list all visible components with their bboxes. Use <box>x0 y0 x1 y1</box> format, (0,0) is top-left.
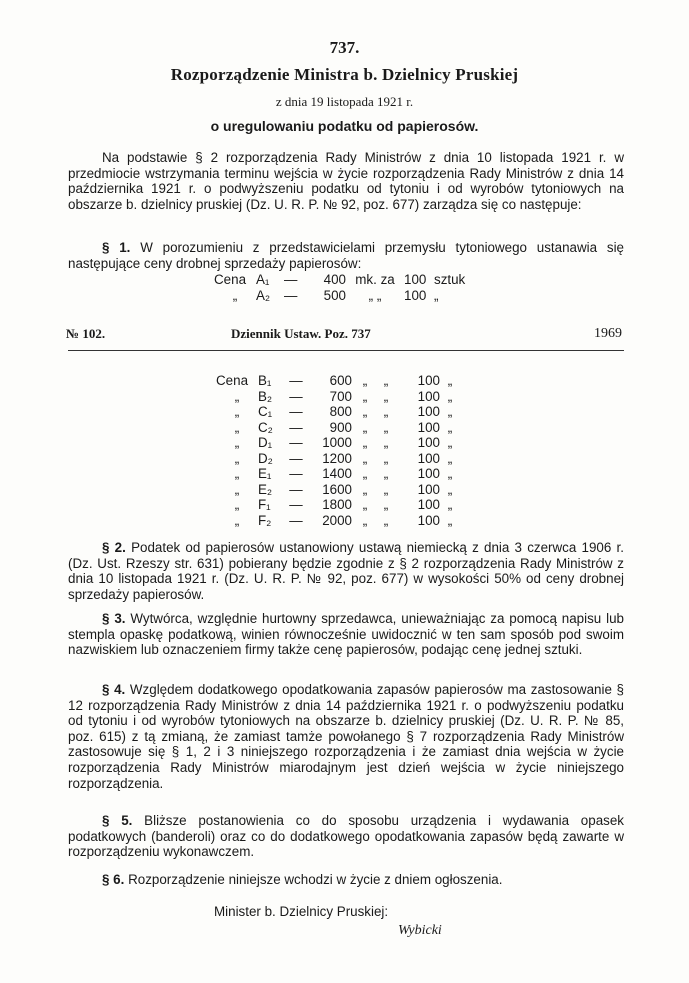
act-date: z dnia 19 listopada 1921 r. <box>275 94 414 109</box>
price-list-first <box>214 272 474 303</box>
journal-reference: Dziennik Ustaw. Poz. 737 <box>231 326 371 341</box>
section-6-text: Rozporządzenie niniejsze wchodzi w życie z dniem ogłoszenia. <box>128 872 503 887</box>
section-5 <box>68 813 624 860</box>
price-row: „ D₂ — 1200 „ „ 100 „ <box>234 450 453 466</box>
price-row: „ E₂ — 1600 „ „ 100 „ <box>234 481 453 497</box>
page-number: 1969 <box>594 326 622 341</box>
price-row: „ F₁ — 1800 „ „ 100 „ <box>234 497 453 512</box>
section-1-text: W porozumieniu z przedstawicielami przemysłu tytoniowego ustanawia się następujące ceny drobnej sprzedaży papierosów: <box>68 240 624 271</box>
price-row: „ C₂ — 900 „ „ 100 „ <box>234 419 453 435</box>
act-title: Rozporządzenie Ministra b. Dzielnicy Pruskiej <box>170 65 519 84</box>
section-6 <box>68 872 624 888</box>
price-row: „ C₁ — 800 „ „ 100 „ <box>234 404 453 419</box>
section-1-label: § 1. <box>102 240 131 255</box>
price-row: „ F₂ — 2000 „ „ 100 „ <box>234 512 453 528</box>
section-3-label: § 3. <box>102 611 126 626</box>
section-4-text: Względem dodatkowego opodatkowania zapasów papierosów ma zastosowanie § 12 rozporządzenia Rady Ministrów z dnia 14 października 1921 r. o podwyższeniu podatku od tytoniu i od wyrobów tytoniowych na obszarze b. dzielnicy pruskiej (Dz. U. R. P. № 85, poz. 615) z tą zmianą, że zamiast tamże powołanego § 7 rozporządzenia Rady Ministrów zastosowuje się § 1, 2 i 3 niniejszego rozporządzenia i że zamiast dnia wejścia w życie rozporządzenia Rady Ministrów miarodajnym jest dzień wejścia w życie niniejszego rozporządzenia. <box>68 682 624 791</box>
section-4 <box>68 682 624 791</box>
price-row: Cena B₁ — 600 „ „ 100 „ <box>216 373 453 388</box>
section-1 <box>68 240 624 271</box>
section-2 <box>68 540 624 602</box>
running-header <box>66 326 622 346</box>
header-divider <box>68 350 624 351</box>
section-3-text: Wytwórca, względnie hurtowny sprzedawca, unieważniając za pomocą napisu lub stempla opaskę podatkową, winien równocześnie uwidocznić w ten sam sposób pod swoim nazwiskiem lub oznaczeniem firmy także cenę papierosów, podając cenę jednej sztuki. <box>68 611 624 658</box>
price-list-second <box>216 373 460 528</box>
section-2-text: Podatek od papierosów ustanowiony ustawą niemiecką z dnia 3 czerwca 1906 r. (Dz. Ust. Rzeszy str. 631) pobierany będzie zgodnie z § 2 rozporządzenia Rady Ministrów z dnia 10 listopada 1921 r. (Dz. U. R. P. № 92, poz. 677) w wysokości 50% od ceny drobnej sprzedaży papierosów. <box>68 540 624 602</box>
section-2-label: § 2. <box>102 540 126 555</box>
price-row: „ D₁ — 1000 „ „ 100 „ <box>234 435 453 450</box>
section-5-label: § 5. <box>102 813 133 828</box>
act-subject: o uregulowaniu podatku od papierosów. <box>210 118 479 134</box>
issue-number: № 102. <box>66 326 106 341</box>
signer-title: Minister b. Dzielnicy Pruskiej: <box>214 904 389 919</box>
price-row: „ A₂ — 500 „ „ 100 „ <box>232 287 439 303</box>
act-number: 737. <box>329 38 360 57</box>
section-6-label: § 6. <box>102 872 125 887</box>
section-3 <box>68 611 624 658</box>
signature: Wybicki <box>398 923 442 938</box>
price-row: „ E₁ — 1400 „ „ 100 „ <box>234 466 453 481</box>
section-5-text: Bliższe postanowienia co do sposobu urządzenia i wydawania opasek podatkowych (banderoli) oraz co do dodatkowego opodatkowania zapasów będą zawarte w rozporządzeniu wykonawczem. <box>68 813 624 860</box>
section-4-label: § 4. <box>102 682 126 697</box>
price-row: „ B₂ — 700 „ „ 100 „ <box>234 388 453 404</box>
price-row: Cena A₁ — 400 mk. za 100 sztuk <box>214 272 466 287</box>
preamble: Na podstawie § 2 rozporządzenia Rady Ministrów z dnia 10 listopada 1921 r. w przedmiocie wstrzymania terminu wejścia w życie rozporządzenia Rady Ministrów z dnia 14 października 1921 r. o podwyższeniu podatku od tytoniu i od wyrobów tytoniowych na obszarze b. dzielnicy pruskiej (Dz. U. R. P. № 92, poz. 677) zarządza się co następuje: <box>68 150 624 212</box>
